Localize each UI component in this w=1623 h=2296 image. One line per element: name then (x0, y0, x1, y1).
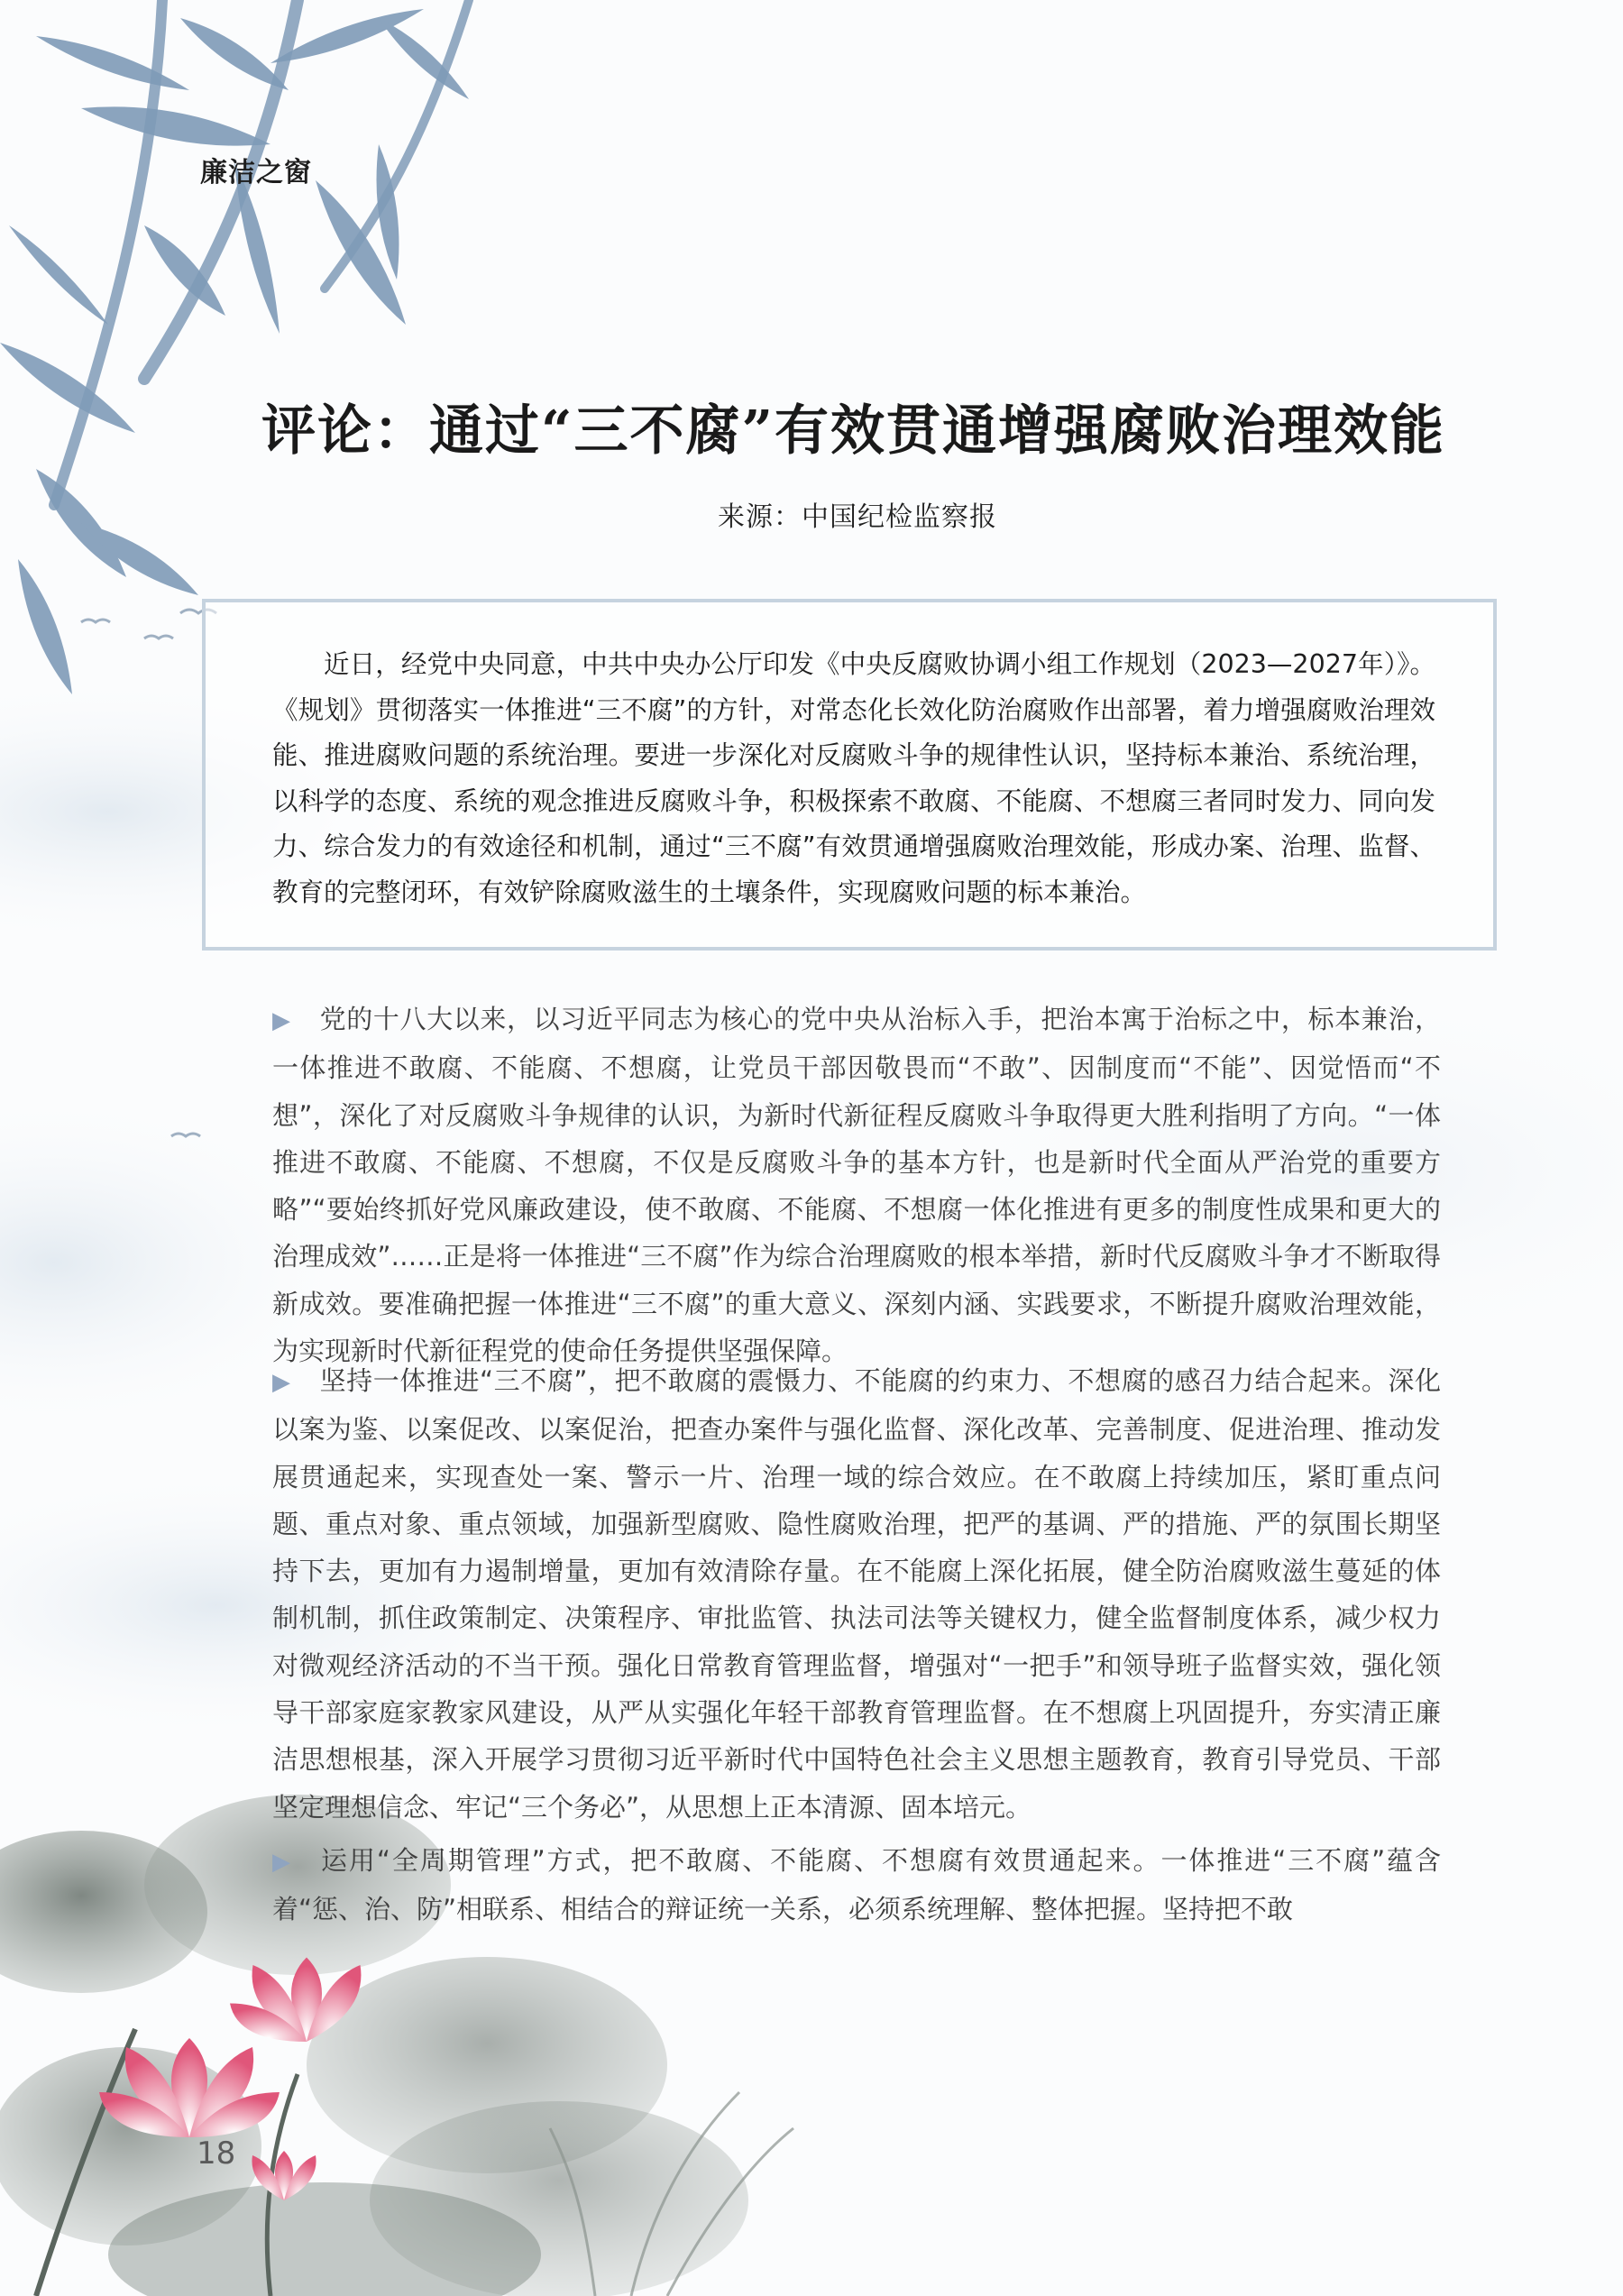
summary-text: 近日，经党中央同意，中共中央办公厅印发《中央反腐败协调小组工作规划（2023—2027年）》。《规划》贯彻落实一体推进“三不腐”的方针，对常态化长效化防治腐败作出部署，着力增强腐败治理效能、推进腐败问题的系统治理。要进一步深化对反腐败斗争的规律性认识，坚持标本兼治、系统治理，以科学的态度、系统的观念推进反腐败斗争，积极探索不敢腐、不能腐、不想腐三者同时发力、同向发力、综合发力的有效途径和机制，通过“三不腐”有效贯通增强腐败治理效能，形成办案、治理、监督、教育的完整闭环，有效铲除腐败滋生的土壤条件，实现腐败问题的标本兼治。 (272, 649, 1435, 907)
triangle-bullet-icon: ▶ (272, 1007, 290, 1034)
triangle-bullet-icon: ▶ (272, 1369, 290, 1396)
triangle-bullet-icon: ▶ (272, 1849, 290, 1876)
bamboo-leaves (0, 9, 469, 694)
body-paragraph (272, 1837, 1441, 1933)
page-number: 18 (197, 2135, 236, 2172)
body-paragraph (272, 996, 1441, 1374)
paragraph-text: 党的十八大以来，以习近平同志为核心的党中央从治标入手，把治本寓于治标之中，标本兼治，一体推进不敢腐、不能腐、不想腐，让党员干部因敬畏而“不敢”、因制度而“不能”、因觉悟而“不想”，深化了对反腐败斗争规律的认识，为新时代新征程反腐败斗争取得更大胜利指明了方向。“一体推进不敢腐、不能腐、不想腐，不仅是反腐败斗争的基本方针，也是新时代全面从严治党的重要方略”“要始终抓好党风廉政建设，使不敢腐、不能腐、不想腐一体化推进有更多的制度性成果和更大的治理成效”……正是将一体推进“三不腐”作为综合治理腐败的根本举措，新时代反腐败斗争才不断取得新成效。要准确把握一体推进“三不腐”的重大意义、深刻内涵、实践要求，不断提升腐败治理效能，为实现新时代新征程党的使命任务提供坚强保障。 (272, 1004, 1441, 1367)
summary-box (202, 599, 1497, 951)
paragraph-text: 运用“全周期管理”方式，把不敢腐、不能腐、不想腐有效贯通起来。一体推进“三不腐”蕴含着“惩、治、防”相联系、相结合的辩证统一关系，必须系统理解、整体把握。坚持把不敢 (272, 1845, 1441, 1925)
article-source: 来源：中国纪检监察报 (718, 501, 997, 533)
paragraph-text: 坚持一体推进“三不腐”，把不敢腐的震慑力、不能腐的约束力、不想腐的感召力结合起来。深化以案为鉴、以案促改、以案促治，把查办案件与强化监督、深化改革、完善制度、促进治理、推动发展贯通起来，实现查处一案、警示一片、治理一域的综合效应。在不敢腐上持续加压，紧盯重点问题、重点对象、重点领域，加强新型腐败、隐性腐败治理，把严的基调、严的措施、严的氛围长期坚持下去，更加有力遏制增量，更加有效清除存量。在不能腐上深化拓展，健全防治腐败滋生蔓延的体制机制，抓住政策制定、决策程序、审批监管、执法司法等关键权力，健全监督制度体系，减少权力对微观经济活动的不当干预。强化日常教育管理监督，增强对“一把手”和领导班子监督实效，强化领导干部家庭家教家风建设，从严从实强化年轻干部教育管理监督。在不想腐上巩固提升，夯实清正廉洁思想根基，深入开展学习贯彻习近平新时代中国特色社会主义思想主题教育，教育引导党员、干部坚定理想信念、牢记“三个务必”，从思想上正本清源、固本培元。 (272, 1365, 1441, 1823)
section-label: 廉洁之窗 (200, 157, 312, 188)
body-paragraph (272, 1357, 1441, 1831)
article-title: 评论：通过“三不腐”有效贯通增强腐败治理效能 (261, 400, 1446, 463)
